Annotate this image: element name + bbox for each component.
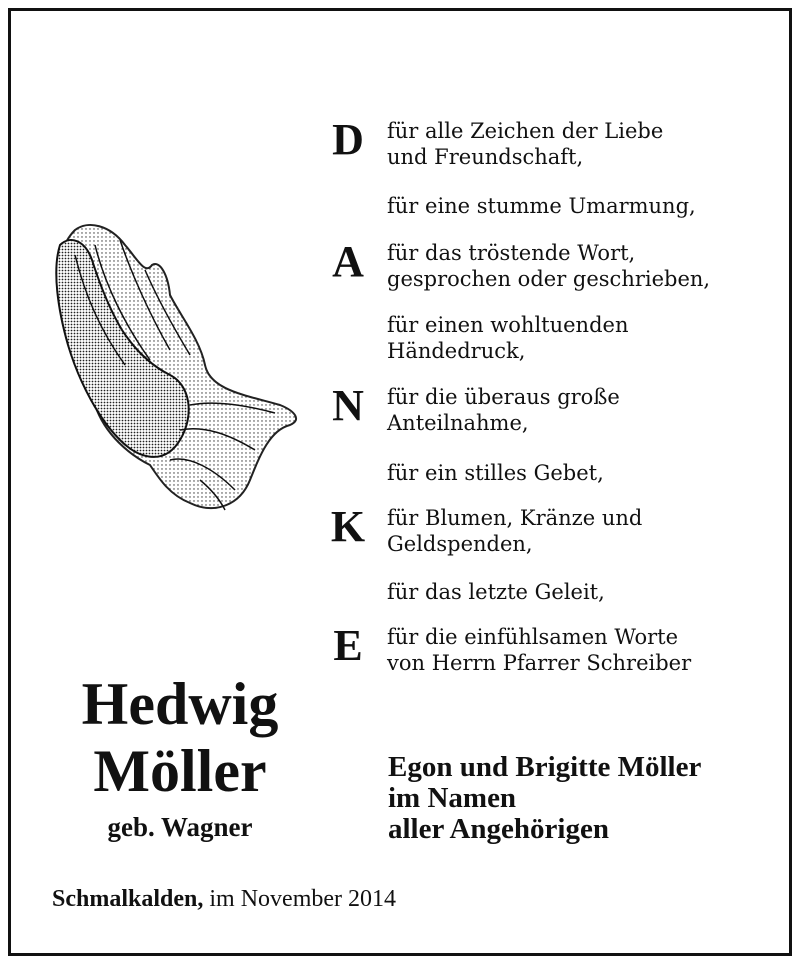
danke-letter: K — [330, 502, 366, 551]
place: Schmalkalden, — [52, 886, 204, 912]
signature-line-3: aller Angehörigen — [388, 813, 609, 845]
danke-line: für das letzte Geleit, — [387, 580, 605, 604]
signature-line-1: Egon und Brigitte Möller — [388, 751, 702, 783]
danke-letter: N — [332, 381, 364, 430]
danke-line: für die überaus große — [387, 385, 620, 409]
danke-line: für alle Zeichen der Liebe — [387, 119, 664, 143]
danke-line: für die einfühlsamen Worte — [387, 625, 679, 649]
praying-hands-icon — [40, 215, 310, 520]
danke-line: für ein stilles Gebet, — [387, 461, 604, 485]
danke-line: für einen wohltuenden — [387, 313, 629, 337]
danke-line: Geldspenden, — [387, 532, 533, 556]
maiden-name: geb. Wagner — [107, 812, 253, 842]
danke-letter: D — [332, 115, 364, 164]
danke-line: für Blumen, Kränze und — [387, 506, 643, 530]
signature-line-2: im Namen — [388, 782, 517, 814]
danke-line: gesprochen oder geschrieben, — [387, 267, 711, 291]
danke-letter: A — [332, 237, 364, 286]
danke-line: Händedruck, — [387, 339, 526, 363]
date: im November 2014 — [209, 886, 397, 912]
deceased-last-name: Möller — [93, 738, 267, 804]
deceased-first-name: Hedwig — [81, 671, 279, 737]
danke-line: für eine stumme Umarmung, — [387, 194, 696, 218]
danke-line: und Freundschaft, — [387, 145, 584, 169]
danke-letter: E — [333, 621, 363, 670]
danke-line: für das tröstende Wort, — [387, 241, 636, 265]
place-date — [52, 886, 396, 913]
danke-line: von Herrn Pfarrer Schreiber — [387, 651, 692, 675]
danke-line: Anteilnahme, — [387, 411, 529, 435]
